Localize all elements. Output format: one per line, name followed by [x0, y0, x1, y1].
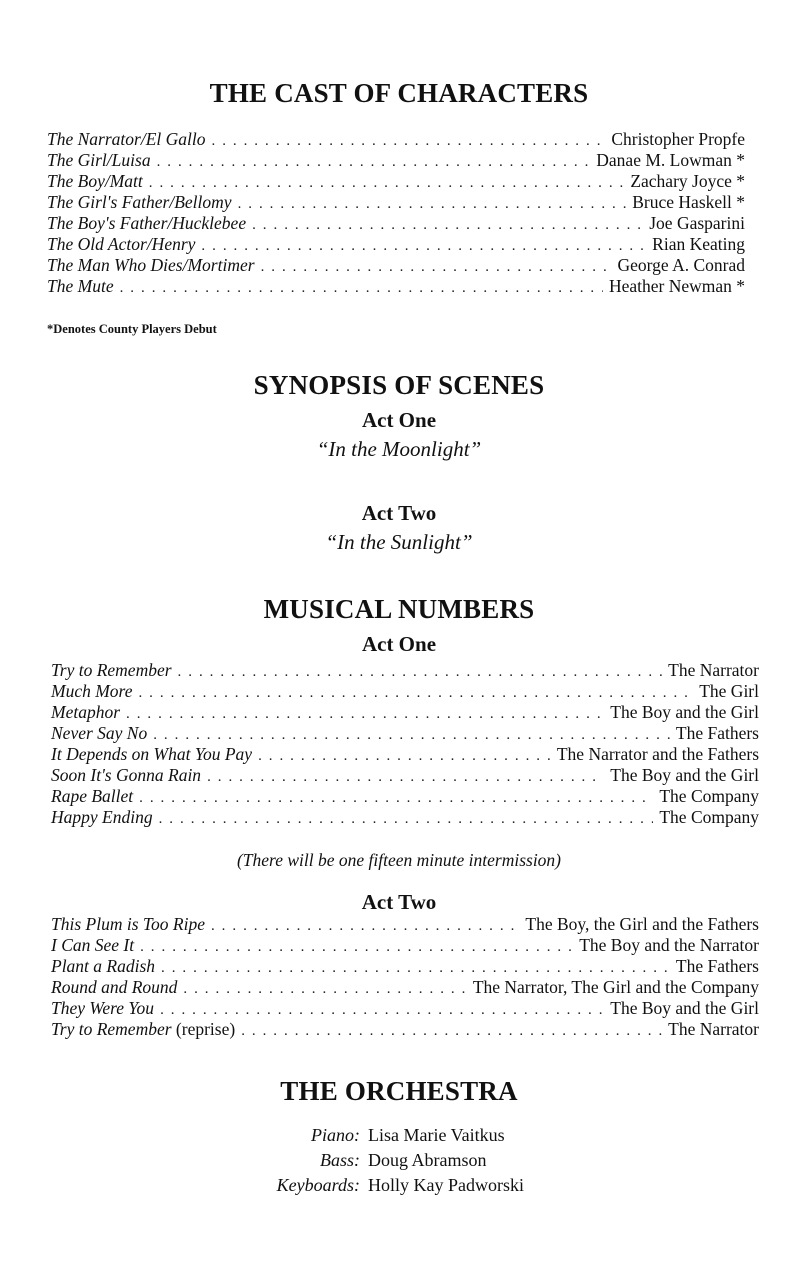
orchestra-row [0, 1125, 798, 1150]
orchestra-heading: THE ORCHESTRA [280, 1076, 518, 1106]
song-row [51, 702, 759, 723]
player-name: Lisa Marie Vaitkus [368, 1125, 505, 1145]
cast-role: The Mute [47, 276, 114, 296]
cast-role: The Boy's Father/Hucklebee [47, 213, 247, 233]
cast-actor: Danae M. Lowman * [596, 150, 745, 170]
dot-leader [238, 196, 627, 213]
song-title: Plant a Radish [51, 956, 156, 976]
song-title: This Plum is Too Ripe [51, 914, 205, 934]
song-title: Rape Ballet [51, 786, 134, 806]
player-name: Holly Kay Padworski [368, 1175, 524, 1195]
numbers-act-two-label: Act Two [361, 890, 437, 914]
song-performer: The Fathers [675, 723, 759, 743]
song-title: It Depends on What You Pay [51, 744, 253, 764]
song-performer: The Narrator [668, 1019, 759, 1039]
cast-role: The Girl's Father/Bellomy [47, 192, 232, 212]
song-performer: The Boy and the Girl [610, 702, 759, 722]
dot-leader [157, 154, 591, 171]
song-title [51, 1019, 235, 1040]
dot-leader [153, 727, 670, 744]
song-title: I Can See It [51, 935, 135, 955]
song-row [51, 723, 759, 744]
cast-actor: Zachary Joyce * [630, 171, 745, 191]
song-row [51, 744, 759, 765]
song-performer: The Narrator and the Fathers [556, 744, 759, 764]
cast-actor: Christopher Propfe [611, 129, 745, 149]
cast-role: The Boy/Matt [47, 171, 143, 191]
song-row [51, 681, 759, 702]
song-row [51, 660, 759, 681]
instrument-label: Keyboards: [276, 1175, 360, 1195]
cast-actor: Bruce Haskell * [632, 192, 745, 212]
dot-leader [161, 960, 670, 977]
song-row [51, 1019, 759, 1040]
song-row [51, 914, 759, 935]
dot-leader [201, 238, 646, 255]
song-performer: The Fathers [675, 956, 759, 976]
song-title: They Were You [51, 998, 155, 1018]
song-performer: The Company [659, 786, 759, 806]
debut-footnote: *Denotes County Players Debut [47, 322, 217, 336]
cast-heading: THE CAST OF CHARACTERS [209, 78, 589, 108]
player-name: Doug Abramson [368, 1150, 487, 1170]
song-row [51, 935, 759, 956]
song-title: Much More [51, 681, 133, 701]
cast-row [47, 192, 745, 213]
musical-numbers-heading: MUSICAL NUMBERS [263, 594, 535, 624]
dot-leader [252, 217, 643, 234]
cast-row [47, 255, 745, 276]
dot-leader [139, 790, 653, 807]
dot-leader [261, 259, 612, 276]
numbers-act-one-label: Act One [361, 632, 437, 656]
synopsis-act-two-scene: “In the Sunlight” [325, 530, 473, 554]
song-performer: The Boy, the Girl and the Fathers [525, 914, 759, 934]
cast-role: The Narrator/El Gallo [47, 129, 206, 149]
dot-leader [138, 685, 693, 702]
song-title: Round and Round [51, 977, 178, 997]
song-performer: The Boy and the Girl [610, 998, 759, 1018]
dot-leader [212, 133, 606, 150]
song-row [51, 977, 759, 998]
dot-leader [140, 939, 573, 956]
dot-leader [159, 811, 654, 828]
dot-leader [241, 1023, 662, 1040]
cast-list [47, 129, 745, 297]
dot-leader [160, 1002, 604, 1019]
cast-row [47, 171, 745, 192]
song-performer: The Narrator [668, 660, 759, 680]
song-title: Try to Remember [51, 660, 172, 680]
cast-row [47, 129, 745, 150]
song-performer: The Boy and the Narrator [579, 935, 759, 955]
song-row [51, 786, 759, 807]
reprise-note: (reprise) [175, 1019, 236, 1039]
cast-row [47, 213, 745, 234]
synopsis-act-two-label: Act Two [361, 501, 437, 525]
dot-leader [207, 769, 604, 786]
cast-role: The Old Actor/Henry [47, 234, 196, 254]
cast-row [47, 234, 745, 255]
dot-leader [183, 981, 466, 998]
dot-leader [149, 175, 625, 192]
dot-leader [120, 280, 603, 297]
synopsis-act-one-label: Act One [361, 408, 437, 432]
song-performer: The Company [659, 807, 759, 827]
song-row [51, 956, 759, 977]
cast-actor: George A. Conrad [617, 255, 745, 275]
song-performer: The Girl [699, 681, 759, 701]
song-title: Never Say No [51, 723, 148, 743]
song-title-text: Try to Remember [51, 1019, 172, 1039]
dot-leader [178, 664, 663, 681]
cast-role: The Man Who Dies/Mortimer [47, 255, 255, 275]
song-row [51, 765, 759, 786]
cast-row [47, 150, 745, 171]
synopsis-act-one-scene: “In the Moonlight” [316, 437, 482, 461]
act-one-numbers-list [51, 660, 759, 828]
song-row [51, 807, 759, 828]
cast-actor: Heather Newman * [608, 276, 745, 296]
intermission-note: (There will be one fifteen minute intermission) [236, 850, 562, 870]
instrument-label: Piano: [311, 1125, 360, 1145]
act-two-numbers-list [51, 914, 759, 1040]
song-performer: The Boy and the Girl [610, 765, 759, 785]
orchestra-list [0, 1125, 798, 1200]
song-title: Happy Ending [51, 807, 153, 827]
song-row [51, 998, 759, 1019]
orchestra-row [0, 1150, 798, 1175]
dot-leader [258, 748, 551, 765]
song-performer: The Narrator, The Girl and the Company [472, 977, 759, 997]
synopsis-heading: SYNOPSIS OF SCENES [253, 370, 545, 400]
orchestra-row [0, 1175, 798, 1200]
cast-actor: Joe Gasparini [649, 213, 745, 233]
instrument-label: Bass: [320, 1150, 360, 1170]
cast-role: The Girl/Luisa [47, 150, 151, 170]
dot-leader [126, 706, 604, 723]
song-title: Metaphor [51, 702, 121, 722]
dot-leader [211, 918, 519, 935]
cast-row [47, 276, 745, 297]
cast-actor: Rian Keating [652, 234, 745, 254]
song-title: Soon It's Gonna Rain [51, 765, 202, 785]
